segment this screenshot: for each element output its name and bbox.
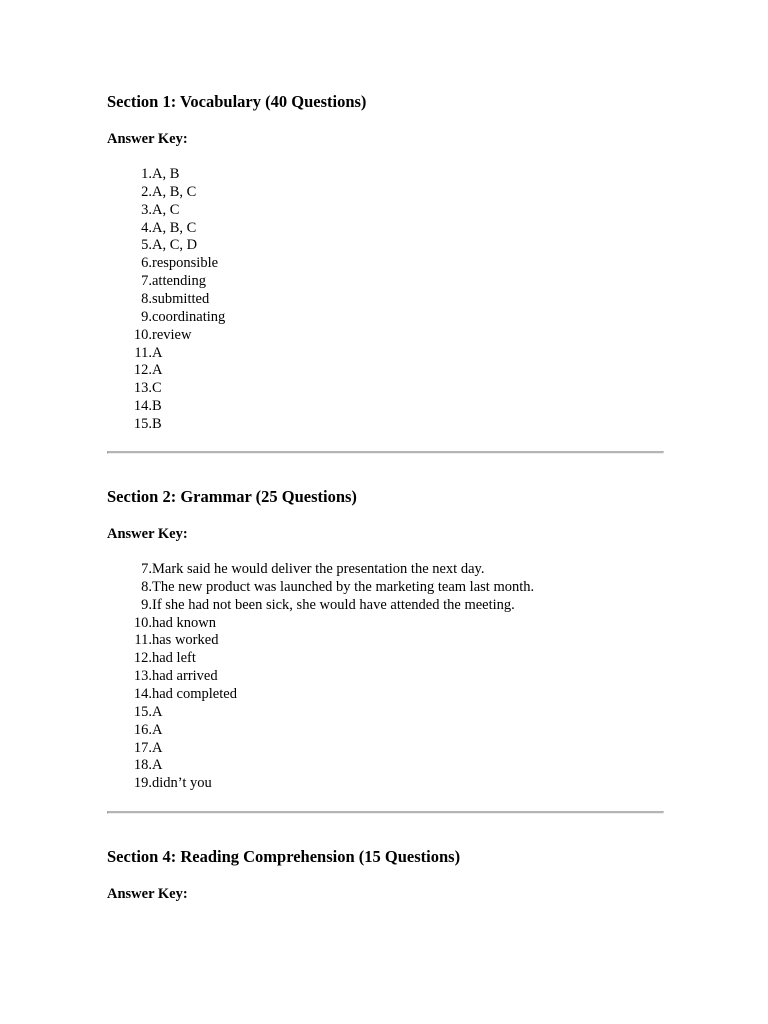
- answer-number-text: 18.: [133, 757, 152, 774]
- answer-number-text: 12.: [133, 362, 152, 379]
- answer-text: A, B, C: [152, 219, 197, 236]
- answer-number: [107, 615, 152, 633]
- answer-text: A: [152, 344, 163, 361]
- answer-item: [107, 273, 206, 291]
- answer-item: [107, 739, 163, 758]
- answer-item: [107, 650, 196, 668]
- answer-number-text: 9.: [141, 596, 152, 613]
- answer-number: [107, 345, 152, 363]
- answer-number-text: 15.: [133, 416, 152, 433]
- answer-item: [107, 344, 163, 363]
- answer-item: [107, 291, 210, 309]
- answer-text: responsible: [152, 255, 219, 272]
- answer-number: [107, 380, 152, 398]
- answer-number-text: 11.: [134, 344, 152, 361]
- answer-key-label: Answer Key:: [107, 131, 188, 147]
- answer-item: [107, 326, 192, 345]
- section-title: Section 1: Vocabulary (40 Questions): [107, 92, 367, 111]
- answer-number-text: 19.: [133, 775, 152, 792]
- answer-text: If she had not been sick, she would have attended the meeting.: [152, 596, 515, 613]
- answer-number: [107, 775, 152, 793]
- answer-number: [107, 273, 152, 291]
- answer-text: B: [152, 398, 162, 415]
- answer-item: [107, 596, 515, 615]
- answer-number: [107, 362, 152, 380]
- answer-item: [107, 632, 219, 650]
- answer-list: [107, 166, 226, 434]
- answer-number: [107, 650, 152, 668]
- answer-number-text: 13.: [133, 668, 152, 685]
- answer-number: [107, 184, 152, 202]
- answer-number: [107, 579, 152, 597]
- answer-text: A: [152, 757, 163, 774]
- answer-item: [107, 686, 237, 704]
- answer-text: Mark said he would deliver the presentation the next day.: [152, 561, 485, 577]
- answer-text: had arrived: [152, 668, 218, 685]
- answer-number-text: 1.: [141, 166, 152, 182]
- answer-number-text: 17.: [133, 739, 152, 756]
- answer-number: [107, 740, 152, 758]
- answer-number-text: 3.: [141, 201, 152, 218]
- answer-number-text: 10.: [133, 326, 152, 343]
- answer-item: [107, 668, 218, 686]
- answer-number: [107, 255, 152, 273]
- answer-text: A: [152, 721, 163, 738]
- answer-item: [107, 398, 162, 416]
- answer-number: [107, 668, 152, 686]
- answer-key-label: Answer Key:: [107, 886, 188, 902]
- answer-item: [107, 237, 198, 255]
- answer-item: [107, 362, 163, 380]
- answer-number-text: 14.: [133, 398, 152, 415]
- answer-number: [107, 327, 152, 345]
- answer-number: [107, 561, 152, 579]
- answer-number-text: 7.: [141, 273, 152, 290]
- answer-item: [107, 775, 212, 793]
- answer-number: [107, 291, 152, 309]
- answer-number: [107, 398, 152, 416]
- answer-number-text: 15.: [133, 703, 152, 720]
- answer-number-text: 14.: [133, 686, 152, 703]
- answer-number-text: 9.: [141, 308, 152, 325]
- section-divider: [107, 811, 664, 814]
- answer-item: [107, 614, 217, 633]
- answer-text: had left: [152, 650, 196, 667]
- answer-item: [107, 757, 163, 775]
- answer-item: [107, 166, 180, 184]
- answer-number-text: 10.: [133, 614, 152, 631]
- answer-text: had completed: [152, 686, 237, 703]
- answer-number-text: 4.: [141, 219, 152, 236]
- answer-number-text: 13.: [133, 380, 152, 397]
- answer-number-text: 11.: [134, 632, 152, 649]
- answer-number: [107, 704, 152, 722]
- answer-list: [107, 561, 535, 793]
- answer-item: [107, 416, 162, 434]
- answer-number-text: 2.: [141, 183, 152, 200]
- answer-text: didn’t you: [152, 775, 212, 792]
- answer-text: B: [152, 416, 162, 433]
- answer-text: submitted: [152, 291, 210, 308]
- answer-item: [107, 703, 163, 722]
- answer-number: [107, 237, 152, 255]
- answer-number: [107, 166, 152, 184]
- answer-text: had known: [152, 614, 217, 631]
- answer-number-text: 5.: [141, 237, 152, 254]
- answer-number-text: 12.: [133, 650, 152, 667]
- answer-text: A, C: [152, 201, 180, 218]
- answer-number: [107, 202, 152, 220]
- answer-number: [107, 757, 152, 775]
- answer-text: A, C, D: [152, 237, 198, 254]
- section-divider: [107, 451, 664, 454]
- answer-item: [107, 255, 219, 273]
- answer-number: [107, 686, 152, 704]
- answer-item: [107, 183, 197, 202]
- answer-number-text: 6.: [141, 255, 152, 272]
- answer-number-text: 7.: [141, 561, 152, 577]
- answer-number: [107, 416, 152, 434]
- answer-number-text: 8.: [141, 291, 152, 308]
- answer-text: has worked: [152, 632, 219, 649]
- section-title: Section 2: Grammar (25 Questions): [107, 487, 357, 506]
- answer-number: [107, 722, 152, 740]
- answer-item: [107, 578, 535, 597]
- answer-text: review: [152, 326, 192, 343]
- answer-text: A: [152, 703, 163, 720]
- answer-item: [107, 308, 226, 327]
- answer-number: [107, 220, 152, 238]
- answer-number: [107, 309, 152, 327]
- answer-text: coordinating: [152, 308, 226, 325]
- answer-text: C: [152, 380, 162, 397]
- answer-number: [107, 632, 152, 650]
- answer-item: [107, 721, 163, 740]
- section-title: Section 4: Reading Comprehension (15 Questions): [107, 847, 461, 866]
- answer-text: The new product was launched by the marketing team last month.: [152, 578, 535, 595]
- answer-key-label: Answer Key:: [107, 526, 188, 542]
- answer-text: A, B: [152, 166, 180, 182]
- answer-number-text: 8.: [141, 578, 152, 595]
- answer-number-text: 16.: [133, 721, 152, 738]
- answer-text: attending: [152, 273, 206, 290]
- answer-item: [107, 219, 197, 238]
- answer-text: A: [152, 739, 163, 756]
- answer-number: [107, 597, 152, 615]
- answer-item: [107, 201, 180, 220]
- answer-text: A, B, C: [152, 183, 197, 200]
- answer-item: [107, 561, 485, 579]
- answer-text: A: [152, 362, 163, 379]
- answer-item: [107, 380, 162, 398]
